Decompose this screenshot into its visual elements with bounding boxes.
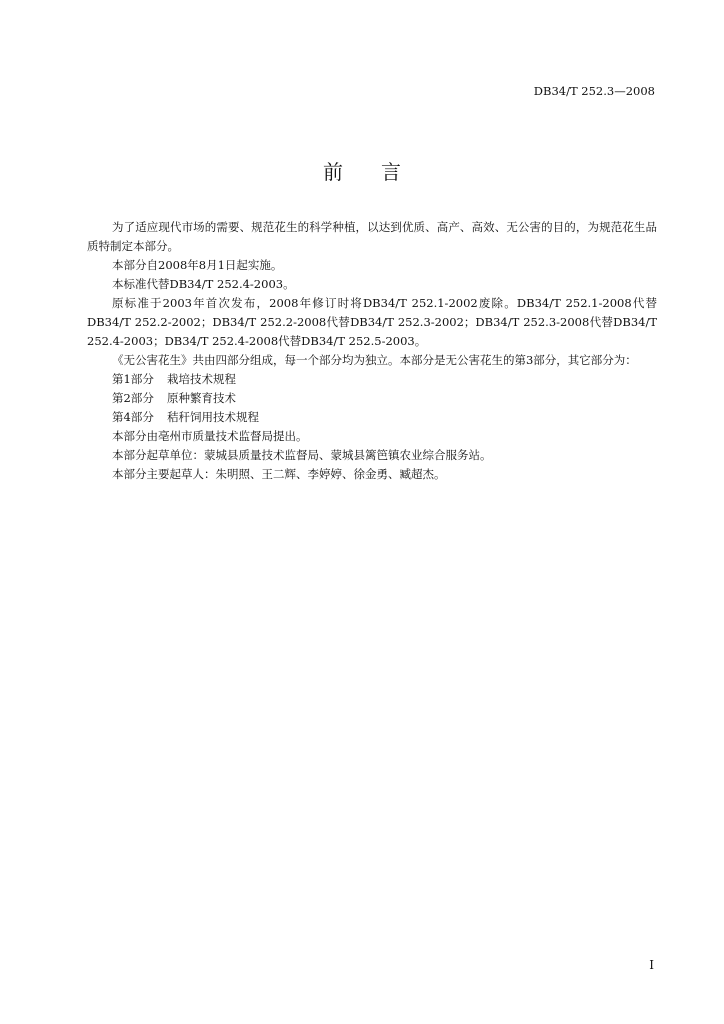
paragraph-effective-date: 本部分自2008年8月1日起实施。 (112, 258, 283, 272)
part-number: 第4部分 (112, 410, 154, 424)
foreword-body (87, 218, 657, 484)
page-number: I (649, 958, 654, 972)
paragraph-history: 原标准于2003年首次发布，2008年修订时将DB34/T 252.1-2002废除。DB34/T 252.1-2008代替DB34/T 252.2-2002；DB34/T 252.2-2008代替DB34/T 252.3-2002；DB34/T 252.3-2008代替DB34/T 252.4-2003；DB34/T 252.4-2008代替DB34/T 252.5-2003。 (87, 296, 657, 348)
part-item (87, 370, 657, 389)
part-name: 栽培技术规程 (167, 372, 236, 386)
paragraph-drafting-units: 本部分起草单位：蒙城县质量技术监督局、蒙城县篱笆镇农业综合服务站。 (112, 448, 492, 462)
paragraph-proposer: 本部分由亳州市质量技术监督局提出。 (112, 429, 308, 443)
part-name: 秸秆饲用技术规程 (167, 410, 259, 424)
paragraph-drafters: 本部分主要起草人：朱明照、王二辉、李婷婷、徐金勇、臧超杰。 (112, 467, 446, 481)
paragraph-replaces: 本标准代替DB34/T 252.4-2003。 (112, 277, 295, 291)
page-title: 前言 (323, 160, 439, 184)
part-item (87, 408, 657, 427)
document-code: DB34/T 252.3—2008 (533, 84, 655, 98)
part-number: 第1部分 (112, 372, 154, 386)
paragraph-purpose: 为了适应现代市场的需要、规范花生的科学种植，以达到优质、高产、高效、无公害的目的，为规范花生品质特制定本部分。 (87, 220, 657, 253)
part-number: 第2部分 (112, 391, 154, 405)
part-item (87, 389, 657, 408)
part-name: 原种繁育技术 (167, 391, 236, 405)
paragraph-structure: 《无公害花生》共由四部分组成，每一个部分均为独立。本部分是无公害花生的第3部分，其它部分为： (112, 353, 637, 367)
